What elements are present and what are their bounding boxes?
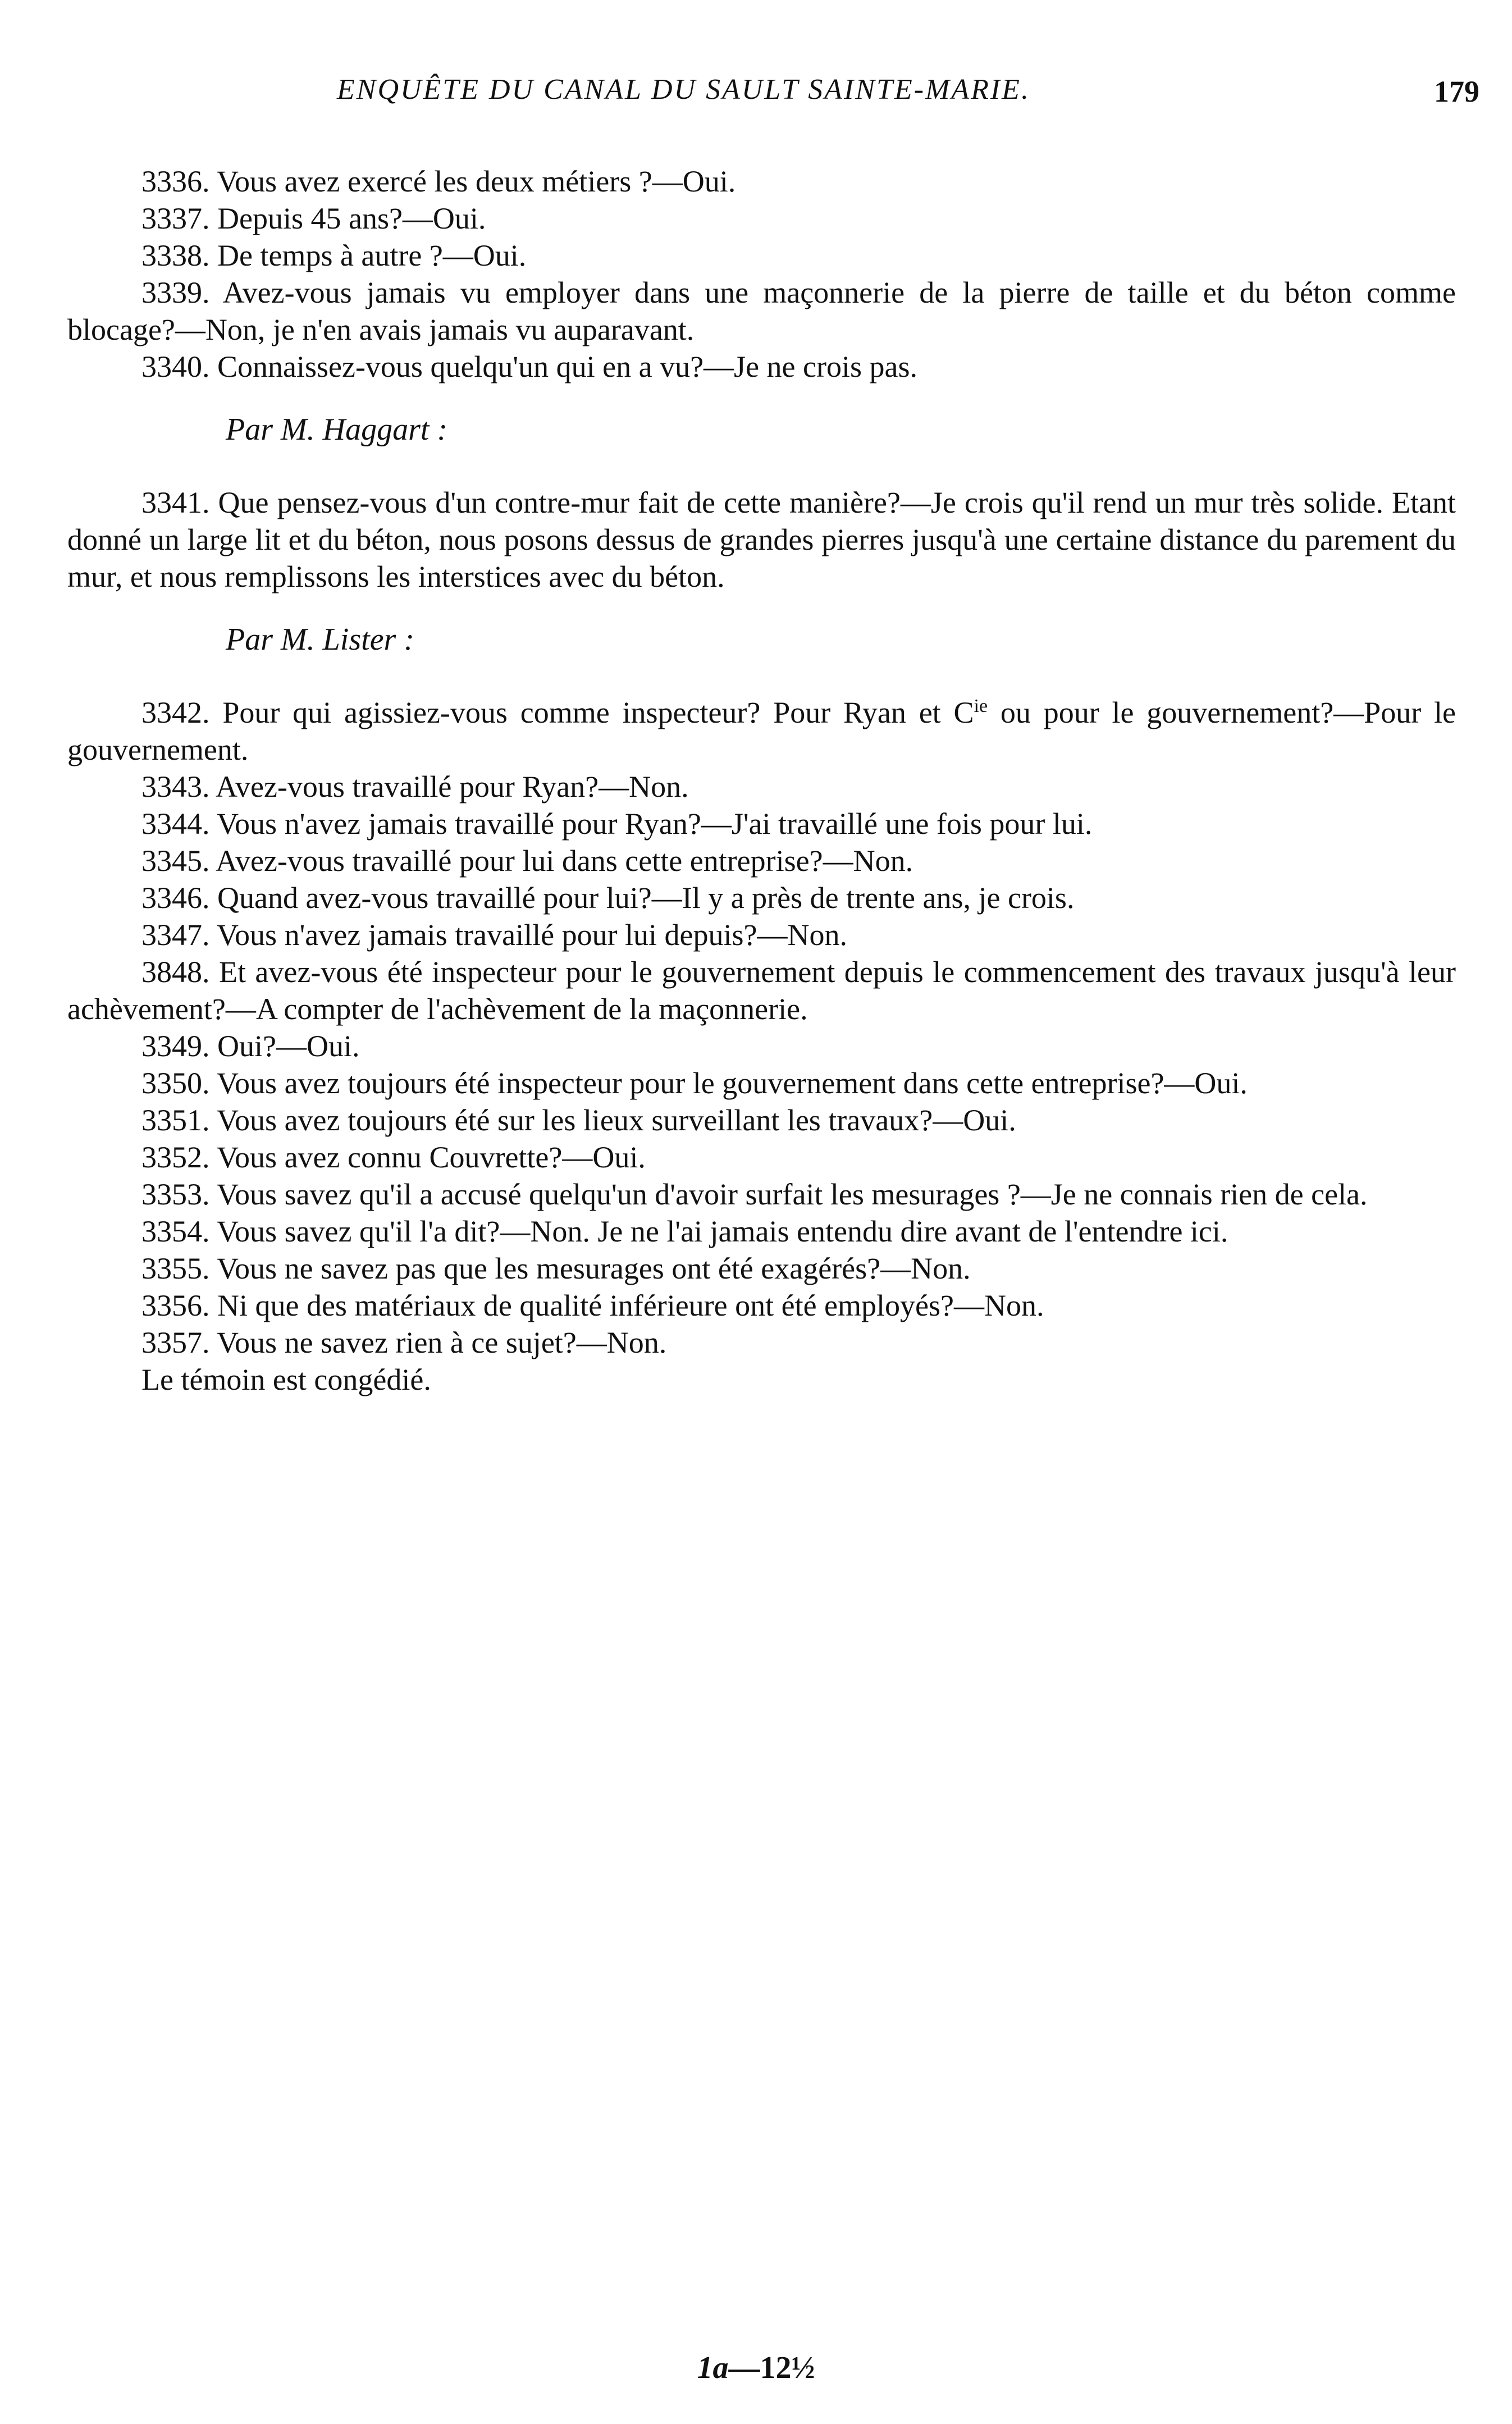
witness-dismissed-note: Le témoin est congédié.: [141, 1363, 431, 1396]
question-answer: 3355. Vous ne savez pas que les mesurages ont été exagérés?—Non.: [141, 1252, 971, 1285]
question-answer: 3337. Depuis 45 ans?—Oui.: [141, 202, 486, 235]
question-answer: 3352. Vous avez connu Couvrette?—Oui.: [141, 1140, 646, 1174]
qa-3342-before: 3342. Pour qui agissiez-vous comme inspecteur? Pour Ryan et C: [141, 696, 974, 729]
qa-3342-after: ou pour le gouvernement?—Pour le gouvernement.: [67, 696, 1456, 766]
question-answer: 3349. Oui?—Oui.: [141, 1029, 360, 1063]
running-title: ENQUÊTE DU CANAL DU SAULT SAINTE-MARIE.: [337, 74, 1030, 106]
question-answer: 3340. Connaissez-vous quelqu'un qui en a vu?—Je ne crois pas.: [141, 350, 917, 384]
question-answer: [67, 694, 1456, 768]
signature-prefix: 1a: [697, 2350, 729, 2385]
question-answer: 3344. Vous n'avez jamais travaillé pour Ryan?—J'ai travaillé une fois pour lui.: [141, 807, 1093, 841]
question-answer: 3354. Vous savez qu'il l'a dit?—Non. Je ne l'ai jamais entendu dire avant de l'entendre ici.: [141, 1215, 1228, 1248]
question-answer: 3338. De temps à autre ?—Oui.: [141, 239, 527, 272]
question-answer: 3345. Avez-vous travaillé pour lui dans cette entreprise?—Non.: [141, 844, 913, 878]
qa-3342-superscript: ie: [974, 696, 988, 716]
printer-signature: [0, 2350, 1512, 2386]
speaker-heading: Par M. Lister :: [226, 622, 414, 657]
question-answer: 3357. Vous ne savez rien à ce sujet?—Non.: [141, 1326, 667, 1359]
question-answer: 3343. Avez-vous travaillé pour Ryan?—Non.: [141, 770, 689, 804]
question-answer: 3341. Que pensez-vous d'un contre-mur fait de cette manière?—Je crois qu'il rend un mur très solide. Etant donné un large lit et du béton, nous posons dessus de grandes pierres jusqu'à une certaine distance du parement du mur, et nous remplissons les interstices avec du béton.: [67, 486, 1456, 594]
speaker-heading: Par M. Haggart :: [226, 412, 448, 447]
signature-number: —12½: [728, 2350, 815, 2385]
testimony-text: [67, 163, 1456, 1398]
question-answer: 3350. Vous avez toujours été inspecteur pour le gouvernement dans cette entreprise?—Oui.: [141, 1066, 1248, 1100]
question-answer: 3346. Quand avez-vous travaillé pour lui?—Il y a près de trente ans, je crois.: [141, 881, 1075, 915]
question-answer: 3353. Vous savez qu'il a accusé quelqu'un d'avoir surfait les mesurages ?—Je ne connais rien de cela.: [141, 1177, 1368, 1211]
question-answer: 3336. Vous avez exercé les deux métiers ?—Oui.: [141, 165, 736, 198]
page-header: [0, 67, 1512, 118]
question-answer: 3347. Vous n'avez jamais travaillé pour lui depuis?—Non.: [141, 918, 848, 952]
question-answer: 3339. Avez-vous jamais vu employer dans une maçonnerie de la pierre de taille et du béton comme blocage?—Non, je n'en avais jamais vu auparavant.: [67, 276, 1456, 346]
question-answer: 3848. Et avez-vous été inspecteur pour le gouvernement depuis le commencement des travaux jusqu'à leur achèvement?—A compter de l'achèvement de la maçonnerie.: [67, 955, 1456, 1026]
question-answer: 3356. Ni que des matériaux de qualité inférieure ont été employés?—Non.: [141, 1289, 1044, 1322]
question-answer: 3351. Vous avez toujours été sur les lieux surveillant les travaux?—Oui.: [141, 1103, 1016, 1137]
page-number: 179: [1434, 75, 1479, 108]
